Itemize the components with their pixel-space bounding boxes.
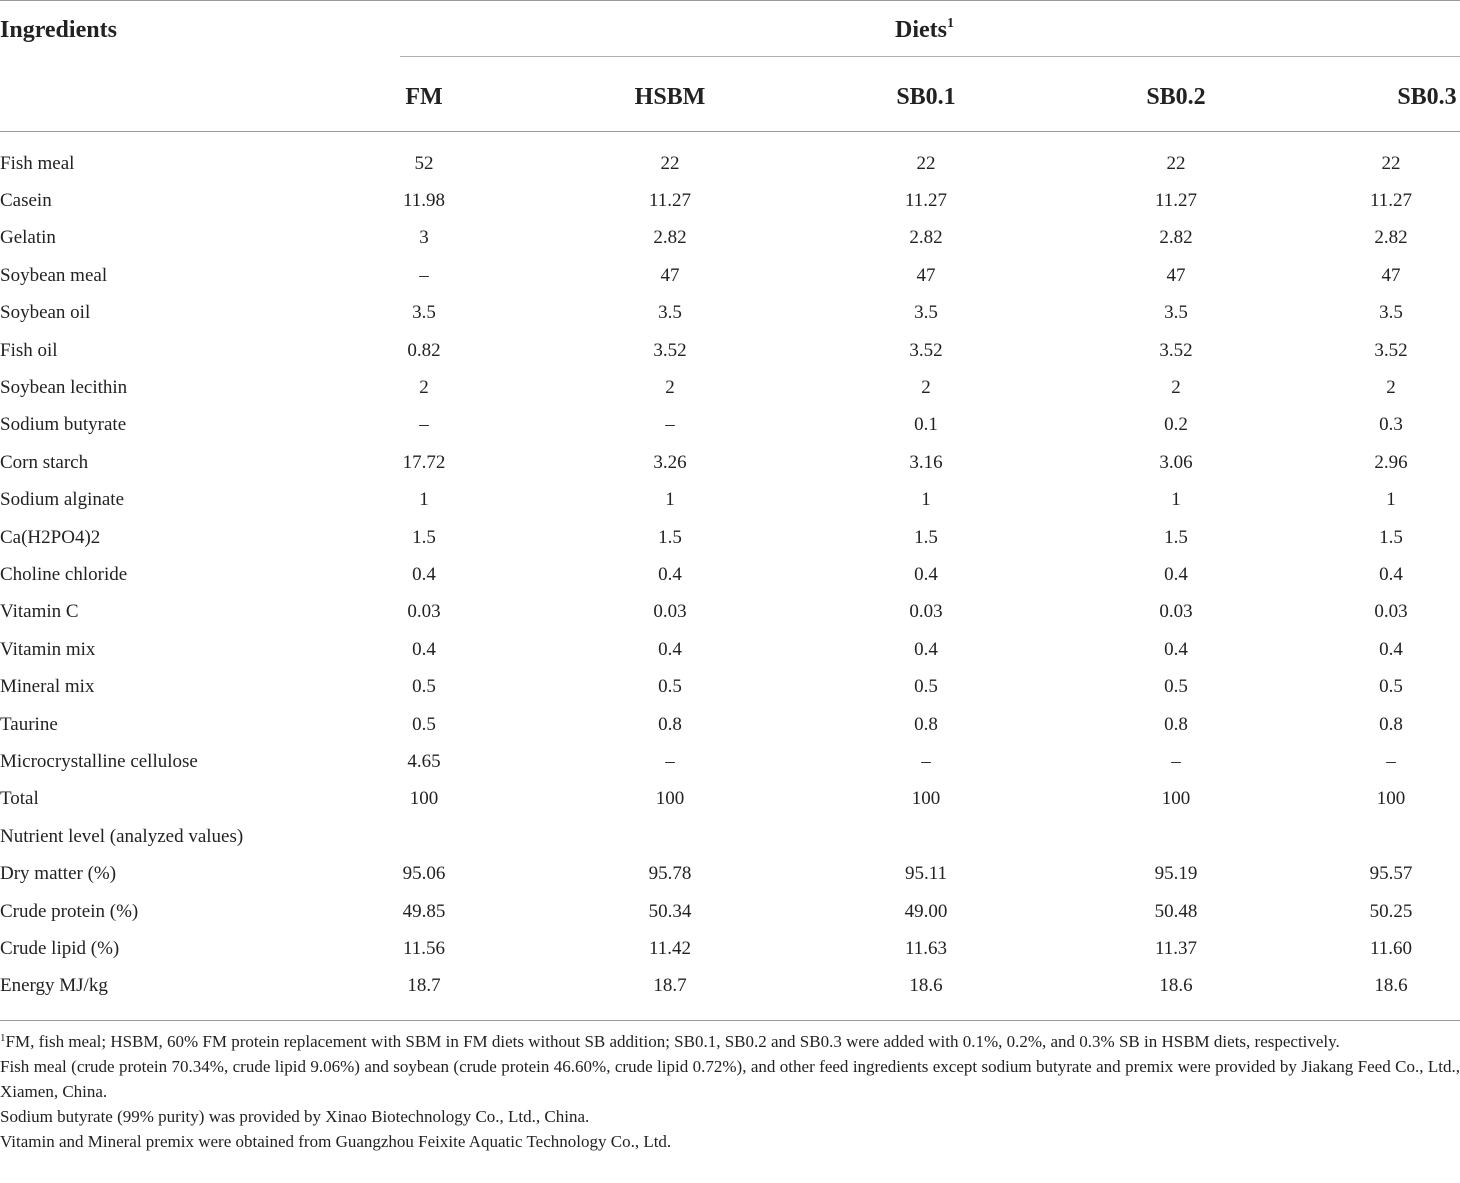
cell-value: – bbox=[921, 750, 931, 772]
cell-value: 11.27 bbox=[904, 190, 948, 212]
cell-value: – bbox=[665, 414, 675, 436]
cell-value: 0.5 bbox=[1379, 676, 1403, 698]
table-bottom-rule bbox=[0, 1020, 1460, 1021]
ingredients-table bbox=[0, 145, 1460, 1005]
column-header-sb03: SB0.3 bbox=[1397, 84, 1457, 110]
ingredient-name: Sodium butyrate bbox=[0, 414, 127, 436]
cell-value: – bbox=[665, 750, 675, 772]
table-row bbox=[0, 295, 1460, 332]
cell-value: 3 bbox=[419, 227, 429, 249]
diets-header-label: Diets bbox=[895, 17, 947, 43]
cell-value: 0.4 bbox=[412, 563, 436, 585]
footnote-4: Vitamin and Mineral premix were obtained from Guangzhou Feixite Aquatic Technology Co., Ltd. bbox=[0, 1132, 672, 1151]
cell-value: – bbox=[1171, 750, 1181, 772]
diets-span-rule bbox=[400, 56, 1460, 57]
diets-footnote-marker: 1 bbox=[946, 16, 954, 31]
cell-value: 3.52 bbox=[1374, 339, 1408, 361]
table-row bbox=[0, 855, 1460, 892]
cell-value: 0.5 bbox=[658, 676, 682, 698]
ingredient-name: Dry matter (%) bbox=[0, 863, 117, 885]
table-row bbox=[0, 781, 1460, 818]
footnotes bbox=[0, 1029, 1460, 1154]
cell-value: 0.3 bbox=[1379, 414, 1403, 436]
cell-value: 11.37 bbox=[1154, 937, 1198, 959]
table-row bbox=[0, 743, 1460, 780]
diets-header bbox=[895, 16, 954, 44]
cell-value: 3.16 bbox=[909, 451, 943, 473]
cell-value: 0.4 bbox=[1164, 638, 1188, 660]
cell-value: 0.4 bbox=[412, 638, 436, 660]
table-row bbox=[0, 594, 1460, 631]
column-header-sb01: SB0.1 bbox=[896, 84, 956, 110]
cell-value: 3.5 bbox=[1379, 302, 1403, 324]
ingredient-name: Fish meal bbox=[0, 152, 75, 174]
cell-value: 0.4 bbox=[1164, 563, 1188, 585]
footnote-1-text: FM, fish meal; HSBM, 60% FM protein replacement with SBM in FM diets without SB addition; SB0.1, SB0.2 and SB0.3 were added with 0.1%, 0.2%, and 0.3% SB in HSBM diets, respectively. bbox=[5, 1032, 1340, 1051]
cell-value: 100 bbox=[1376, 788, 1406, 810]
column-header-sb02: SB0.2 bbox=[1146, 84, 1206, 110]
cell-value: 100 bbox=[911, 788, 941, 810]
cell-value: 1.5 bbox=[914, 526, 938, 548]
ingredient-name: Soybean meal bbox=[0, 264, 108, 286]
cell-value: 0.03 bbox=[653, 601, 687, 623]
ingredient-name: Casein bbox=[0, 190, 52, 212]
ingredient-name: Crude lipid (%) bbox=[0, 937, 120, 959]
cell-value: 0.5 bbox=[412, 676, 436, 698]
cell-value: 0.5 bbox=[412, 713, 436, 735]
cell-value: 18.6 bbox=[909, 975, 943, 997]
cell-value: 18.6 bbox=[1374, 975, 1408, 997]
table-row bbox=[0, 968, 1460, 1005]
table-row bbox=[0, 893, 1460, 930]
footnote-1 bbox=[0, 1029, 1460, 1054]
cell-value: 11.27 bbox=[648, 190, 692, 212]
table-row bbox=[0, 145, 1460, 182]
cell-value: 3.5 bbox=[914, 302, 938, 324]
cell-value: 0.03 bbox=[1374, 601, 1408, 623]
cell-value: 1 bbox=[1386, 489, 1396, 511]
cell-value: – bbox=[419, 264, 429, 286]
cell-value: 1 bbox=[419, 489, 429, 511]
cell-value: 52 bbox=[414, 152, 434, 174]
cell-value: 1 bbox=[921, 489, 931, 511]
table-row bbox=[0, 930, 1460, 967]
cell-value: 100 bbox=[655, 788, 685, 810]
cell-value: 0.8 bbox=[914, 713, 938, 735]
cell-value: 18.6 bbox=[1159, 975, 1193, 997]
ingredient-name: Microcrystalline cellulose bbox=[0, 750, 198, 772]
cell-value: 4.65 bbox=[407, 750, 441, 772]
footnote-1-marker: 1 bbox=[0, 1032, 6, 1044]
cell-value: 95.19 bbox=[1154, 863, 1198, 885]
ingredient-name: Ca(H2PO4)2 bbox=[0, 526, 101, 548]
ingredient-name: Taurine bbox=[0, 713, 58, 735]
cell-value: – bbox=[419, 414, 429, 436]
cell-value: 11.27 bbox=[1154, 190, 1198, 212]
cell-value: 3.52 bbox=[653, 339, 687, 361]
cell-value: 0.1 bbox=[914, 414, 938, 436]
table-row bbox=[0, 369, 1460, 406]
cell-value: 0.8 bbox=[658, 713, 682, 735]
cell-value: 95.11 bbox=[904, 863, 948, 885]
cell-value: 2 bbox=[1171, 377, 1181, 399]
table-row bbox=[0, 444, 1460, 481]
cell-value: 0.8 bbox=[1379, 713, 1403, 735]
ingredient-name: Crude protein (%) bbox=[0, 900, 139, 922]
cell-value: 2.82 bbox=[909, 227, 943, 249]
cell-value bbox=[518, 818, 822, 855]
column-header-fm: FM bbox=[405, 84, 443, 110]
ingredient-name: Choline chloride bbox=[0, 563, 128, 585]
cell-value: 0.4 bbox=[658, 638, 682, 660]
cell-value: 22 bbox=[660, 152, 680, 174]
cell-value: 18.7 bbox=[407, 975, 441, 997]
cell-value: 100 bbox=[409, 788, 439, 810]
cell-value: 11.60 bbox=[1369, 937, 1413, 959]
cell-value bbox=[330, 818, 518, 855]
cell-value: 11.56 bbox=[402, 937, 446, 959]
ingredient-name: Total bbox=[0, 788, 39, 810]
cell-value: 49.00 bbox=[904, 900, 948, 922]
cell-value: 1.5 bbox=[1379, 526, 1403, 548]
cell-value: 0.03 bbox=[1159, 601, 1193, 623]
cell-value: 11.63 bbox=[904, 937, 948, 959]
cell-value: 1.5 bbox=[412, 526, 436, 548]
cell-value: 3.52 bbox=[1159, 339, 1193, 361]
ingredient-name: Soybean lecithin bbox=[0, 377, 128, 399]
cell-value: 49.85 bbox=[402, 900, 446, 922]
cell-value: 2.82 bbox=[1374, 227, 1408, 249]
cell-value: 2.82 bbox=[653, 227, 687, 249]
cell-value: 0.03 bbox=[909, 601, 943, 623]
ingredient-name: Vitamin mix bbox=[0, 638, 96, 660]
cell-value bbox=[1322, 818, 1460, 855]
ingredient-name: Soybean oil bbox=[0, 302, 91, 324]
cell-value: 100 bbox=[1161, 788, 1191, 810]
cell-value: 0.03 bbox=[407, 601, 441, 623]
cell-value: 95.06 bbox=[402, 863, 446, 885]
cell-value: 2.82 bbox=[1159, 227, 1193, 249]
table-row bbox=[0, 668, 1460, 705]
ingredient-name: Mineral mix bbox=[0, 676, 95, 698]
cell-value: 0.4 bbox=[914, 563, 938, 585]
ingredient-name: Vitamin C bbox=[0, 601, 79, 623]
column-header-hsbm: HSBM bbox=[634, 84, 706, 110]
cell-value: 1.5 bbox=[658, 526, 682, 548]
cell-value: 1 bbox=[665, 489, 675, 511]
cell-value: 2 bbox=[665, 377, 675, 399]
table-row bbox=[0, 556, 1460, 593]
cell-value: 2.96 bbox=[1374, 451, 1408, 473]
cell-value: 11.42 bbox=[648, 937, 692, 959]
cell-value: 47 bbox=[660, 264, 680, 286]
cell-value: 47 bbox=[1166, 264, 1186, 286]
table-row bbox=[0, 519, 1460, 556]
ingredient-name: Gelatin bbox=[0, 227, 56, 249]
table-row bbox=[0, 407, 1460, 444]
table-row bbox=[0, 482, 1460, 519]
cell-value: 0.2 bbox=[1164, 414, 1188, 436]
cell-value: 0.4 bbox=[658, 563, 682, 585]
table-row bbox=[0, 332, 1460, 369]
table-row bbox=[0, 182, 1460, 219]
cell-value: 50.34 bbox=[648, 900, 692, 922]
cell-value: 17.72 bbox=[402, 451, 446, 473]
cell-value: 11.98 bbox=[402, 190, 446, 212]
cell-value: 0.5 bbox=[1164, 676, 1188, 698]
cell-value: 0.4 bbox=[1379, 638, 1403, 660]
cell-value: 2 bbox=[419, 377, 429, 399]
cell-value: 3.26 bbox=[653, 451, 687, 473]
cell-value: 22 bbox=[1381, 152, 1401, 174]
footnote-3: Sodium butyrate (99% purity) was provided by Xinao Biotechnology Co., Ltd., China. bbox=[0, 1107, 590, 1126]
cell-value: 47 bbox=[1381, 264, 1401, 286]
cell-value bbox=[1030, 818, 1322, 855]
cell-value: 22 bbox=[916, 152, 936, 174]
ingredient-name: Energy MJ/kg bbox=[0, 975, 108, 997]
cell-value: 47 bbox=[916, 264, 936, 286]
table-body bbox=[0, 145, 1460, 1005]
ingredients-header: Ingredients bbox=[0, 17, 117, 43]
ingredient-name: Sodium alginate bbox=[0, 489, 125, 511]
cell-value: – bbox=[1386, 750, 1396, 772]
cell-value: 0.5 bbox=[914, 676, 938, 698]
cell-value: 3.5 bbox=[658, 302, 682, 324]
table-row bbox=[0, 257, 1460, 294]
table-row bbox=[0, 706, 1460, 743]
cell-value: 0.8 bbox=[1164, 713, 1188, 735]
cell-value: 3.5 bbox=[1164, 302, 1188, 324]
ingredient-name: Corn starch bbox=[0, 451, 89, 473]
cell-value: 0.4 bbox=[914, 638, 938, 660]
cell-value: 95.78 bbox=[648, 863, 692, 885]
cell-value: 50.48 bbox=[1154, 900, 1198, 922]
cell-value: 2 bbox=[921, 377, 931, 399]
ingredient-name: Nutrient level (analyzed values) bbox=[0, 825, 244, 847]
header-bottom-rule bbox=[0, 131, 1460, 132]
cell-value: 3.06 bbox=[1159, 451, 1193, 473]
cell-value: 1 bbox=[1171, 489, 1181, 511]
table-top-rule bbox=[0, 0, 1460, 1]
table-row bbox=[0, 631, 1460, 668]
cell-value: 3.52 bbox=[909, 339, 943, 361]
ingredient-name: Fish oil bbox=[0, 339, 58, 361]
cell-value: 22 bbox=[1166, 152, 1186, 174]
cell-value: 3.5 bbox=[412, 302, 436, 324]
cell-value: 18.7 bbox=[653, 975, 687, 997]
cell-value: 95.57 bbox=[1369, 863, 1413, 885]
table-row bbox=[0, 818, 1460, 855]
cell-value bbox=[822, 818, 1030, 855]
cell-value: 11.27 bbox=[1369, 190, 1413, 212]
cell-value: 50.25 bbox=[1369, 900, 1413, 922]
cell-value: 0.4 bbox=[1379, 563, 1403, 585]
cell-value: 0.82 bbox=[407, 339, 441, 361]
footnote-2: Fish meal (crude protein 70.34%, crude lipid 9.06%) and soybean (crude protein 46.60%, crude lipid 0.72%), and other feed ingredients except sodium butyrate and premix were provided by Jiakang Feed Co., Ltd., Xiamen, China. bbox=[0, 1057, 1460, 1101]
cell-value: 2 bbox=[1386, 377, 1396, 399]
cell-value: 1.5 bbox=[1164, 526, 1188, 548]
table-row bbox=[0, 220, 1460, 257]
